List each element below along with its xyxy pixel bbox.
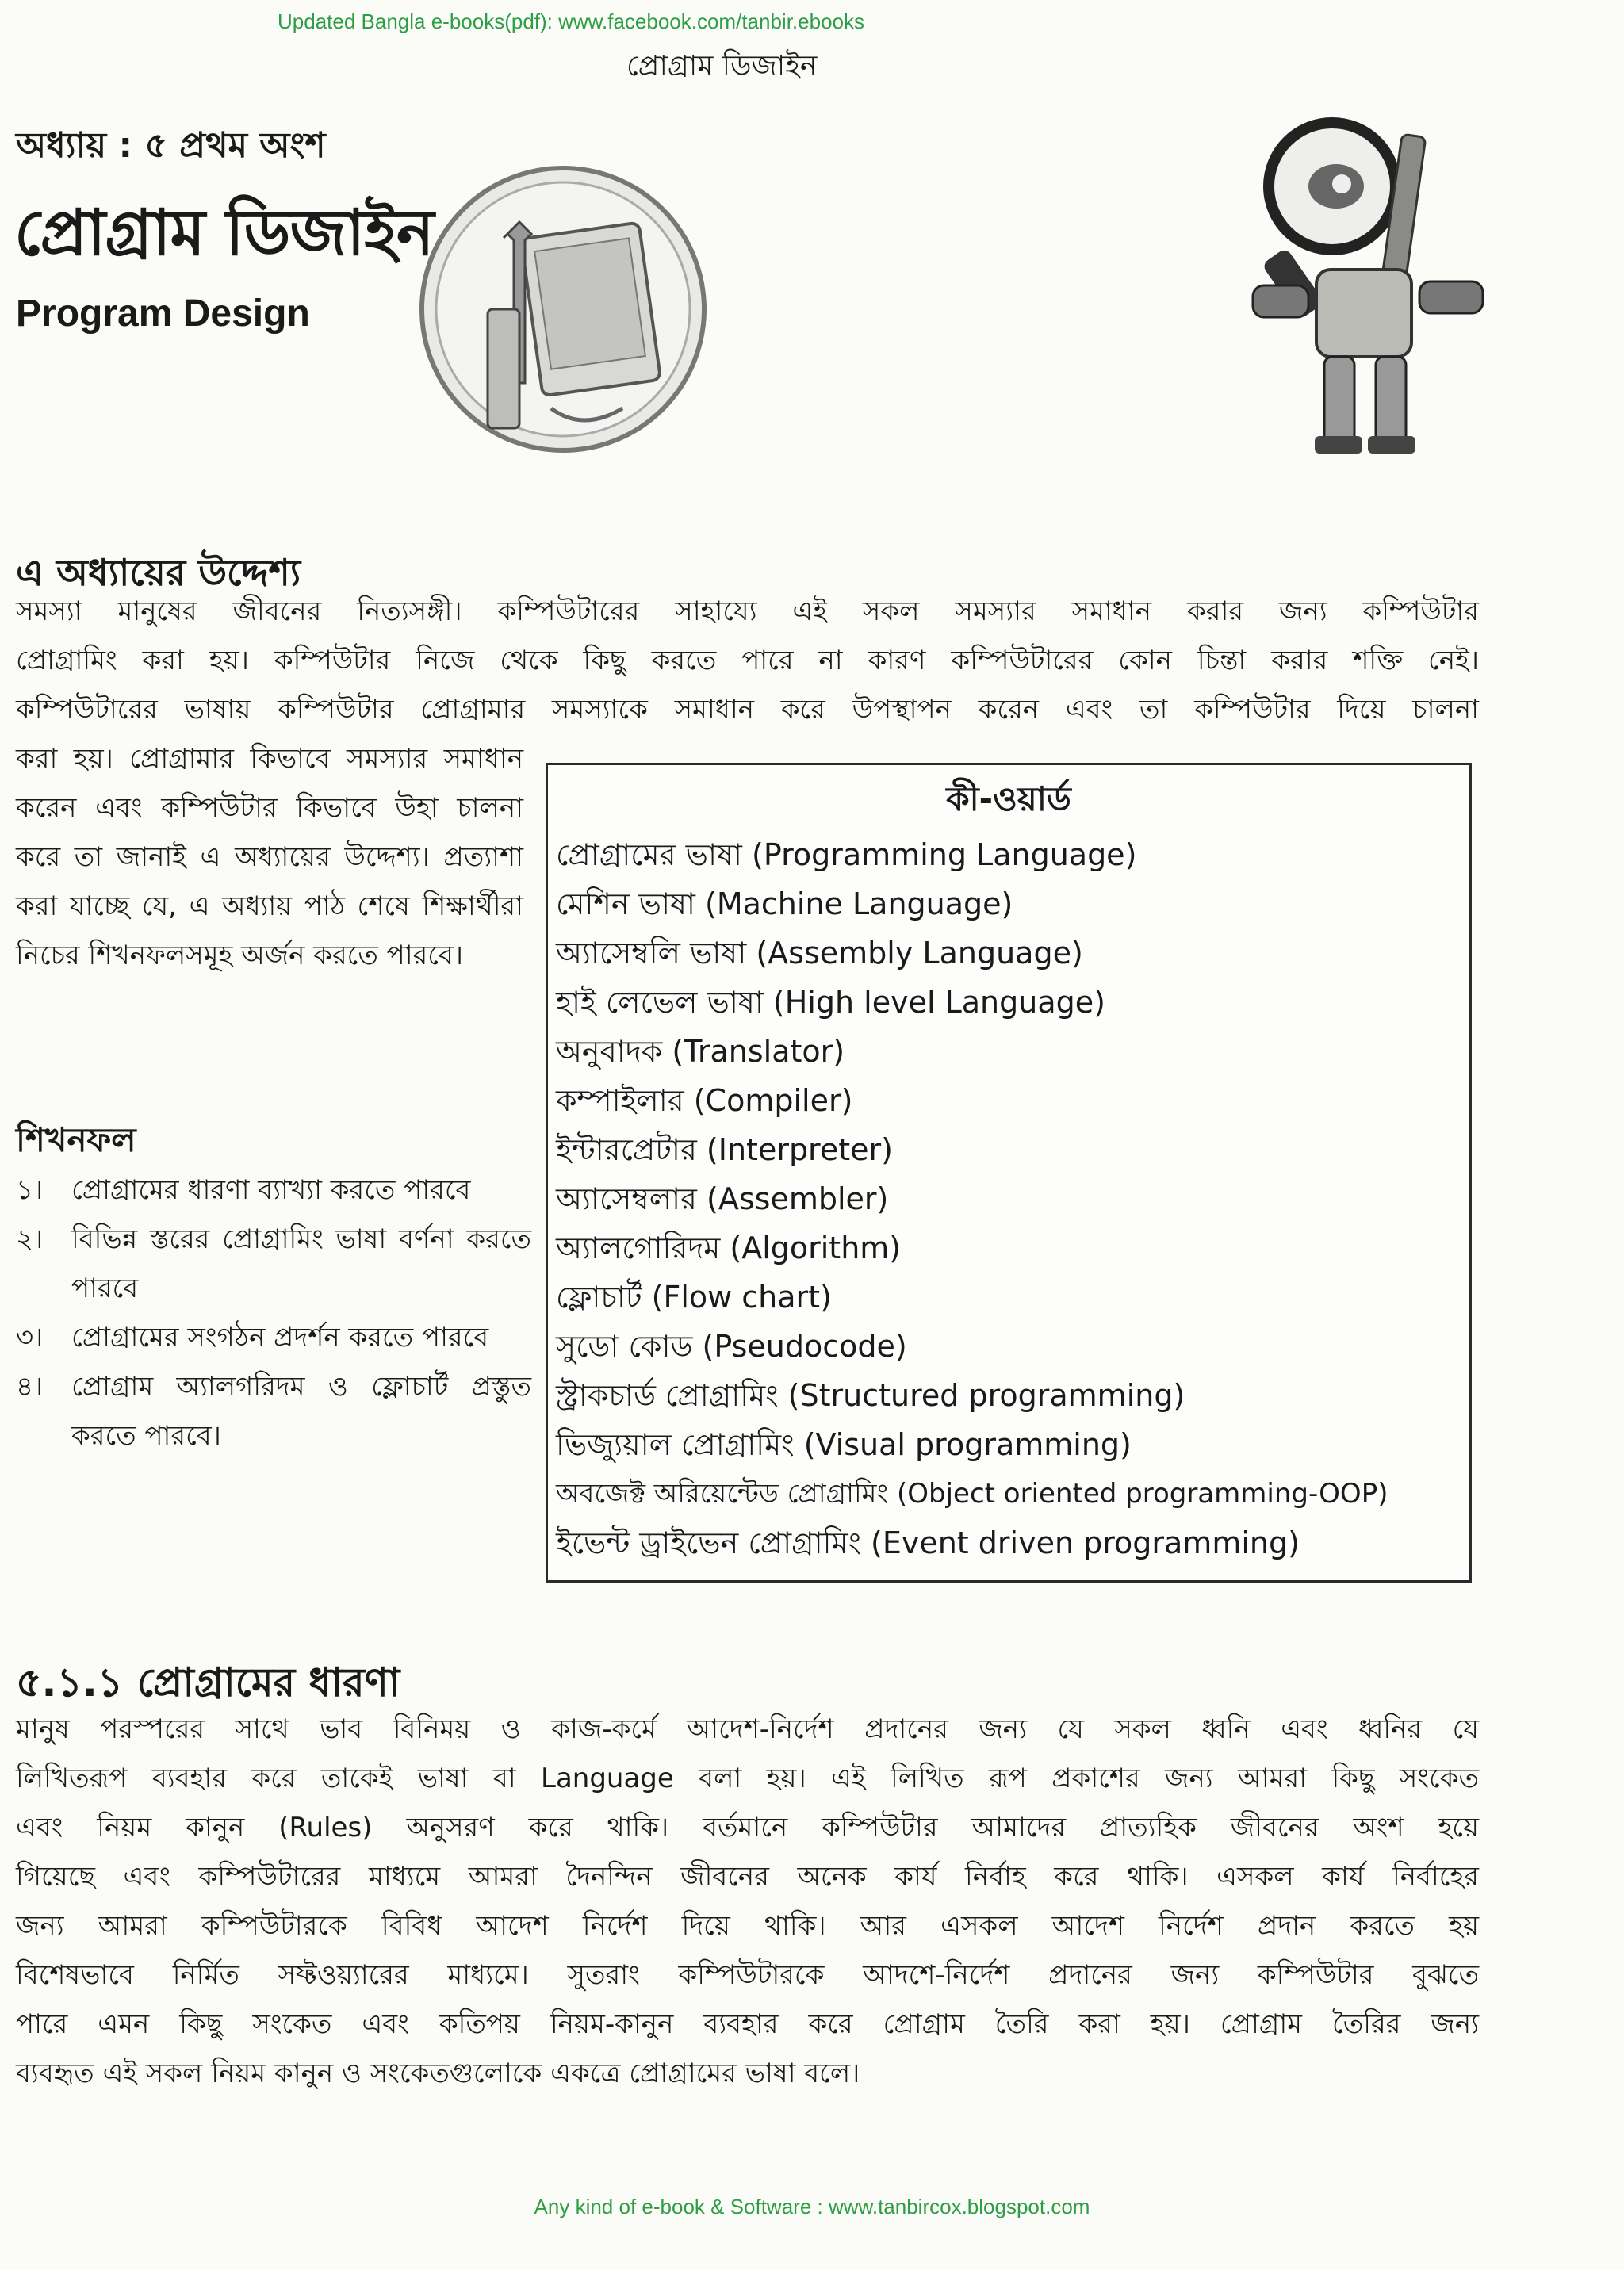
outcome-number: ১। [16,1174,44,1206]
outcome-text: প্রোগ্রাম অ্যালগরিদম ও ফ্লোচার্ট প্রস্তুত করতে পারবে। [71,1371,531,1452]
paragraph-line: পারে এমন কিছু সংকেত এবং কতিপয় নিয়ম-কানুন ব্যবহার করে প্রোগ্রাম তৈরি করা হয়। প্রোগ্রাম তৈরির জন্য [16,2008,1479,2040]
keyword-item: ইভেন্ট ড্রাইভেন প্রোগ্রামিং (Event driven programming) [556,1525,1300,1560]
paragraph-line: এবং নিয়ম কানুন (Rules) অনুসরণ করে থাকি। বর্তমানে কম্পিউটার আমাদের প্রাত্যহিক জীবনের অংশ হয়ে [16,1812,1479,1843]
outcome-text: বিভিন্ন স্তরের প্রোগ্রামিং ভাষা বর্ণনা করতে পারবে [71,1223,531,1304]
outcome-text: প্রোগ্রামের ধারণা ব্যাখ্যা করতে পারবে [71,1174,471,1206]
learning-outcomes-list [16,1166,531,1460]
keyword-item: হাই লেভেল ভাষা (High level Language) [556,985,1105,1020]
objective-line: সমস্যা মানুষের জীবনের নিত্যসঙ্গী। কম্পিউটারের সাহায্যে এই সকল সমস্যার সমাধান করার জন্য কম্পিউটার [16,595,1479,627]
keyword-item: ভিজ্যুয়াল প্রোগ্রামিং (Visual programming) [556,1427,1132,1462]
keyword-list [556,830,1461,1568]
keyword-item: অ্যালগোরিদম (Algorithm) [556,1231,902,1265]
chapter-label: অধ্যায় : ৫ প্রথম অংশ [16,125,326,166]
outcome-number: ৩। [16,1322,44,1353]
watermark-top: Updated Bangla e-books(pdf): www.facebook.com/tanbir.ebooks [278,10,864,33]
keyword-item: স্ট্রাকচার্ড প্রোগ্রামিং (Structured programming) [556,1378,1185,1413]
learning-outcomes-heading: শিখনফল [16,1120,136,1159]
list-item [16,1313,531,1362]
keyword-item: প্রোগ্রামের ভাষা (Programming Language) [556,837,1137,872]
paragraph-line: ব্যবহৃত এই সকল নিয়ম কানুন ও সংকেতগুলোকে একত্রে প্রোগ্রামের ভাষা বলে। [16,2058,860,2089]
list-item [16,1166,531,1215]
objective-line: প্রোগ্রামিং করা হয়। কম্পিউটার নিজে থেকে কিছু করতে পারে না কারণ কম্পিউটারের কোন চিন্তা করার শক্তি নেই। [16,645,1479,676]
keyword-item: অবজেক্ট অরিয়েন্টেড প্রোগ্রামিং (Object oriented programming-OOP) [556,1478,1388,1510]
paragraph-line: লিখিতরূপ ব্যবহার করে তাকেই ভাষা বা Language বলা হয়। এই লিখিত রূপ প্রকাশের জন্য আমরা কিছু সংকেত [16,1763,1479,1794]
objective-paragraph [16,587,1479,734]
keyword-item: মেশিন ভাষা (Machine Language) [556,886,1013,921]
paragraph-line: বিশেষভাবে নির্মিত সফ্টওয়্যারের মাধ্যমে। সুতরাং কম্পিউটারকে আদশে-নির্দেশ প্রদানের জন্য কম্পিউটার বুঝতে [16,1959,1479,1991]
keyword-item: অ্যাসেম্বলি ভাষা (Assembly Language) [556,936,1083,970]
chapter-title-english: Program Design [16,293,310,335]
watermark-bottom: Any kind of e-book & Software : www.tanbircox.blogspot.com [534,2195,1090,2218]
chapter-title: প্রোগ্রাম ডিজাইন [14,196,434,270]
section-paragraph [16,1705,1479,2098]
objective-continued: করা হয়। প্রোগ্রামার কিভাবে সমস্যার সমাধান করেন এবং কম্পিউটার কিভাবে উহা চালনা করে তা জানাই এ অধ্যায়ের উদ্দেশ্য। প্রত্যাশা করা যাচ্ছে যে, এ অধ্যায় পাঠ শেষে শিক্ষার্থীরা নিচের শিখনফলসমূহ অর্জন করতে পারবে। [16,743,523,971]
keyword-item: অনুবাদক (Translator) [556,1034,845,1069]
list-item [16,1362,531,1460]
keyword-item: সুডো কোড (Pseudocode) [556,1329,907,1364]
running-head: প্রোগ্রাম ডিজাইন [626,50,818,82]
list-item [16,1215,531,1313]
keyword-item: অ্যাসেম্বলার (Assembler) [556,1181,889,1216]
keyword-item: ফ্লোচার্ট (Flow chart) [556,1280,832,1315]
section-heading: ৫.১.১ প্রোগ্রামের ধারণা [16,1659,400,1705]
paragraph-line: গিয়েছে এবং কম্পিউটারের মাধ্যমে আমরা দৈনন্দিন জীবনের অনেক কার্য নির্বাহ করে থাকি। এসকল কার্য নির্বাহের [16,1861,1479,1893]
paragraph-line: মানুষ পরস্পরের সাথে ভাব বিনিময় ও কাজ-কর্মে আদেশ-নির্দেশ প্রদানের জন্য যে সকল ধ্বনি এবং ধ্বনির যে [16,1713,1479,1745]
outcome-number: ২। [16,1223,44,1255]
objective-heading: এ অধ্যায়ের উদ্দেশ্য [16,551,301,594]
keyword-box-title: কী-ওয়ার্ড [946,779,1071,818]
robot-magnifier-illustration [1166,111,1530,476]
keyword-item: ইন্টারপ্রেটার (Interpreter) [556,1132,893,1167]
keyword-item: কম্পাইলার (Compiler) [556,1083,853,1118]
outcome-text: প্রোগ্রামের সংগঠন প্রদর্শন করতে পারবে [71,1322,489,1353]
objective-line: কম্পিউটারের ভাষায় কম্পিউটার প্রোগ্রামার সমস্যাকে সমাধান করে উপস্থাপন করেন এবং তা কম্পিউটার দিয়ে চালনা [16,694,1479,725]
outcome-number: ৪। [16,1371,44,1403]
keyword-box [546,763,1472,1583]
paragraph-line: জন্য আমরা কম্পিউটারকে বিবিধ আদেশ নির্দেশ দিয়ে থাকি। আর এসকল আদেশ নির্দেশ প্রদান করতে হয় [16,1910,1479,1942]
tools-monitor-illustration [412,111,714,476]
